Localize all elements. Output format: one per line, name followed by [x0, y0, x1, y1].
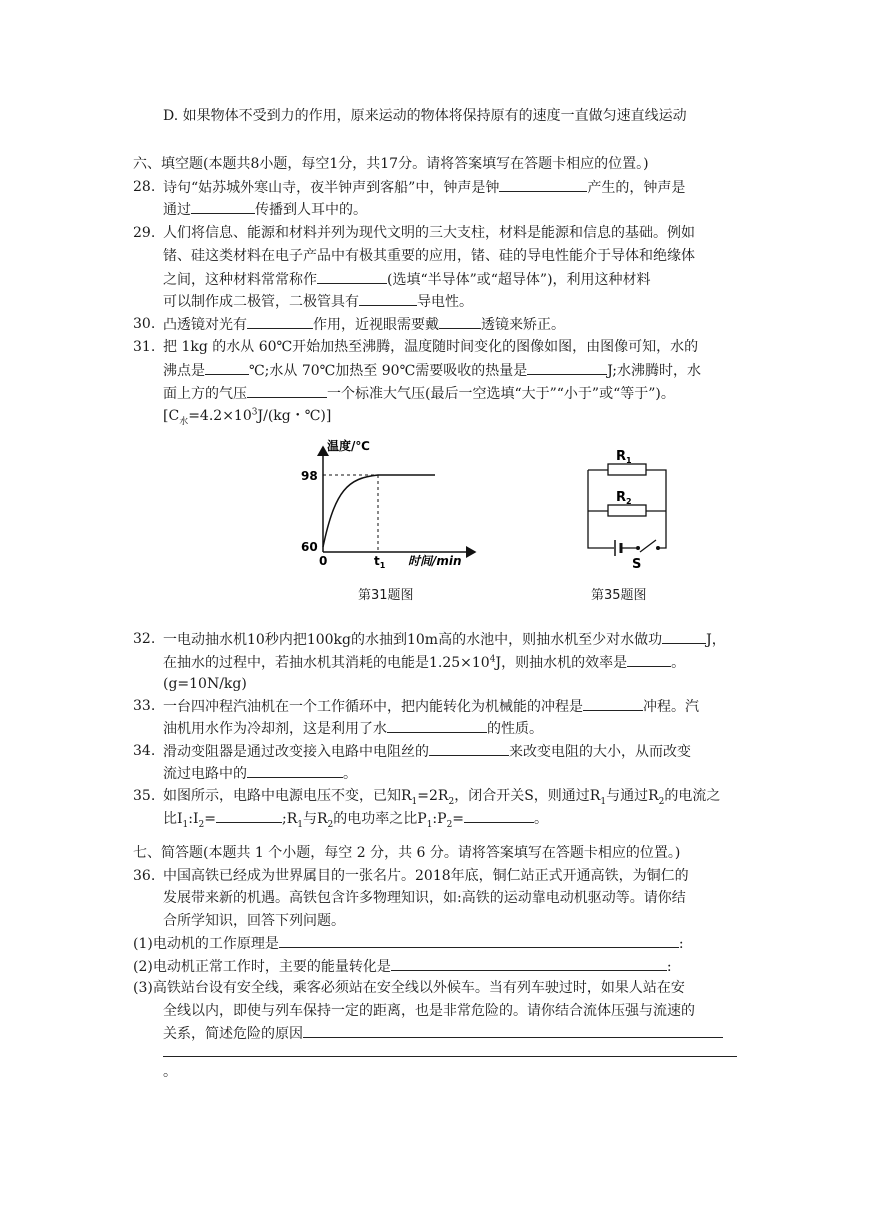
q32-line-2: [163, 652, 685, 673]
q29-line-3: [163, 269, 651, 290]
q33-text-b: 冲程。汽: [643, 699, 699, 715]
tick-98: 98: [301, 469, 318, 483]
q36-part-1: [133, 933, 684, 954]
q35-sub-1: 1: [411, 796, 418, 807]
figure-35-caption: 第35题图: [591, 588, 647, 603]
q29-text-a: 之间，这种材料常常称作: [163, 272, 317, 288]
q36-answer-line[interactable]: [163, 1056, 737, 1057]
q35-sub-2: 2: [448, 796, 455, 807]
q30-text-a: 凸透镜对光有: [163, 317, 247, 333]
q33-text-c: 油机用水作为冷却剂，这是利用了水: [163, 721, 387, 737]
q35-text-f: 比I: [163, 811, 183, 827]
q30-line-1: [163, 314, 565, 335]
q36-part-2: [133, 956, 672, 977]
q31-line-2: [163, 360, 701, 381]
q35-line-2: [163, 808, 548, 829]
q29-line-2: 锗、硅这类材料在电子产品中有极其重要的应用，锗、硅的导电性能介于导体和绝缘体: [163, 248, 695, 264]
q30-blank-1[interactable]: [247, 314, 313, 329]
q32-line-3: (g=10N/kg): [163, 676, 247, 692]
q29-text-d: 导电性。: [417, 294, 473, 310]
q36-p3-text: 关系，简述危险的原因: [163, 1026, 303, 1042]
figure-31-caption: 第31题图: [358, 588, 414, 603]
q32-text-e: 。: [671, 655, 686, 671]
q30-number: 30.: [133, 316, 156, 332]
q33-text-d: 的性质。: [487, 721, 543, 737]
q34-text-d: 。: [343, 766, 357, 782]
q35-text-c: ，闭合开关S，则通过R: [454, 788, 601, 804]
q31-line-4: [163, 406, 331, 426]
q31-text-e: 一个标准大气压(最后一空选填“大于”“小于”或“等于”)。: [327, 386, 675, 402]
q31-text-b: ℃;水从 70℃加热至 90℃需要吸收的热量是: [249, 363, 528, 379]
q35-text-m: =: [452, 811, 465, 827]
resistor-r2: [608, 505, 646, 516]
resistor-r1: [608, 464, 646, 475]
q28-number: 28.: [133, 179, 156, 195]
q36-p1-colon: :: [678, 936, 684, 952]
label-switch: S: [632, 557, 642, 572]
q34-text-a: 滑动变阻器是通过改变接入电路中电阻丝的: [163, 744, 429, 760]
q33-text-a: 一台四冲程汽油机在一个工作循环中，把内能转化为机械能的冲程是: [163, 699, 583, 715]
x-axis-label: 时间/min: [408, 554, 462, 568]
q36-blank-3[interactable]: [303, 1023, 723, 1038]
q32-text-c: 在抽水的过程中，若抽水机其消耗的电能是1.25×10: [163, 655, 490, 671]
q32-number: 32.: [133, 631, 156, 647]
q35-sub-10: 2: [446, 819, 453, 830]
q35-sub-4: 2: [658, 796, 665, 807]
q33-line-1: [163, 696, 699, 717]
q36-p2-text: (2)电动机正常工作时，主要的能量转化是: [133, 959, 391, 975]
q36-number: 36.: [133, 868, 156, 884]
q31-sup-3: 3: [251, 407, 258, 418]
q28-text-a: 诗句“姑苏城外寒山寺，夜半钟声到客船”中，钟声是钟: [163, 180, 500, 196]
q31-blank-2[interactable]: [527, 360, 607, 375]
heating-curve: [323, 475, 435, 547]
q34-text-b: 来改变电阻的大小，从而改变: [509, 744, 691, 760]
tick-t1: $t_1$: [374, 554, 386, 570]
figure-35-circuit: [570, 440, 680, 575]
q32-sup-4: 4: [489, 654, 496, 665]
q36-p2-colon: :: [666, 959, 672, 975]
option-d: D. 如果物体不受到力的作用，原来运动的物体将保持原有的速度一直做匀速直线运动: [163, 108, 687, 124]
q31-text-c: J;水沸腾时，水: [607, 363, 701, 379]
q29-blank-2[interactable]: [359, 291, 417, 306]
q36-part-3-line-3: [163, 1023, 723, 1044]
q35-text-d: 与通过R: [606, 788, 659, 804]
q28-blank-1[interactable]: [499, 177, 587, 192]
q31-text-a: 沸点是: [163, 363, 205, 379]
q32-blank-1[interactable]: [662, 629, 706, 644]
q34-text-c: 流过电路中的: [163, 766, 247, 782]
q32-line-1: [163, 629, 726, 650]
q35-text-n: 。: [534, 811, 549, 827]
q30-text-b: 作用，近视眼需要戴: [313, 317, 439, 333]
q29-number: 29.: [133, 225, 156, 241]
q36-p1-text: (1)电动机的工作原理是: [133, 936, 279, 952]
q31-text-d: 面上方的气压: [163, 386, 247, 402]
q35-text-a: 如图所示，电路中电源电压不变，已知R: [163, 788, 412, 804]
q32-text-a: 一电动抽水机10秒内把100kg的水抽到10m高的水池中，则抽水机至少对水做功: [163, 632, 663, 648]
q33-blank-2[interactable]: [387, 718, 487, 733]
q32-text-d: J，则抽水机的效率是: [495, 655, 628, 671]
q31-blank-3[interactable]: [247, 383, 327, 398]
q36-blank-1[interactable]: [279, 933, 679, 948]
q28-blank-2[interactable]: [191, 199, 255, 214]
q28-line-1: [163, 177, 685, 198]
q31-sub-water: 水: [179, 416, 189, 427]
q35-text-h: =: [204, 811, 216, 827]
q33-number: 33.: [133, 698, 156, 714]
q35-text-g: :I: [188, 811, 199, 827]
q32-text-b: J，: [706, 632, 726, 648]
q33-blank-1[interactable]: [583, 696, 643, 711]
tick-origin: 0: [319, 554, 328, 568]
q28-line-2: [163, 199, 367, 220]
q31-line-3: [163, 383, 675, 404]
q35-blank-1[interactable]: [216, 808, 282, 823]
q29-blank-1[interactable]: [317, 269, 387, 284]
q35-sub-7: 1: [297, 819, 303, 830]
label-r1: $R_1$: [616, 449, 632, 465]
q31-blank-1[interactable]: [205, 360, 249, 375]
q31-line-1: 把 1kg 的水从 60℃开始加热至沸腾，温度随时间变化的图像如图，由图像可知，水的: [163, 339, 699, 355]
q36-part-3-line-1: (3)高铁站台设有安全线，乘客必须站在安全线以外候车。当有列车驶过时，如果人站在安: [133, 980, 685, 996]
q35-sub-9: 1: [426, 819, 433, 830]
q34-line-2: [163, 763, 357, 784]
q29-text-b: (选填“半导体”或“超导体”)，利用这种材料: [387, 272, 651, 288]
q29-line-1: 人们将信息、能源和材料并列为现代文明的三大支柱，材料是能源和信息的基础。例如: [163, 225, 695, 241]
q36-blank-2[interactable]: [391, 956, 667, 971]
q35-sub-5: 1: [182, 819, 189, 830]
q34-line-1: [163, 741, 691, 762]
section-6-heading: 六、填空题(本题共8小题，每空1分，共17分。请将答案填写在答题卡相应的位置。): [133, 156, 649, 172]
q35-sub-8: 2: [327, 819, 334, 830]
q31-number: 31.: [133, 339, 156, 355]
q32-blank-2[interactable]: [627, 652, 671, 667]
switch-pivot: [636, 546, 640, 550]
q35-sub-3: 1: [600, 796, 607, 807]
section-7-heading: 七、简答题(本题共 1 个小题，每空 2 分，共 6 分。请将答案填写在答题卡相应的位置。): [133, 845, 681, 861]
switch-contact: [656, 546, 660, 550]
q36-end-mark: 。: [163, 1064, 177, 1080]
q35-text-b: =2R: [417, 788, 449, 804]
q36-line-2: 发展带来新的机遇。高铁包含许多物理知识，如:高铁的运动靠电动机驱动等。请你结: [163, 890, 686, 906]
q31-text-g: =4.2×10: [188, 408, 252, 424]
q36-part-3-line-2: 全线以内，即使与列车保持一定的距离，也是非常危险的。请你结合流体压强与流速的: [163, 1003, 695, 1019]
q36-line-3: 合所学知识，回答下列问题。: [163, 913, 345, 929]
q36-line-1: 中国高铁已经成为世界属目的一张名片。2018年底，铜仁站正式开通高铁，为铜仁的: [163, 868, 689, 884]
q29-line-4: [163, 291, 473, 312]
q30-text-c: 透镜来矫正。: [481, 317, 565, 333]
q28-text-c: 通过: [163, 202, 191, 218]
label-r2: $R_2$: [616, 490, 632, 506]
q35-text-k: 的电功率之比P: [333, 811, 427, 827]
q31-text-f: [C: [163, 408, 180, 424]
q34-blank-1[interactable]: [429, 741, 509, 756]
q35-blank-2[interactable]: [464, 808, 534, 823]
q28-text-d: 传播到人耳中的。: [255, 202, 367, 218]
figure-31-graph: [290, 435, 480, 575]
q31-text-h: J/(kg・℃)]: [257, 408, 332, 424]
q34-number: 34.: [133, 743, 156, 759]
q35-line-1: [163, 786, 720, 806]
q29-text-c: 可以制作成二极管，二极管具有: [163, 294, 359, 310]
q35-text-l: :P: [432, 811, 447, 827]
q35-sub-6: 2: [198, 819, 205, 830]
q34-blank-2[interactable]: [247, 763, 343, 778]
tick-60: 60: [301, 540, 318, 554]
q35-text-j: 与R: [302, 811, 328, 827]
q35-number: 35.: [133, 788, 156, 804]
q33-line-2: [163, 718, 543, 739]
q28-text-b: 产生的，钟声是: [587, 180, 686, 196]
q35-text-e: 的电流之: [664, 788, 721, 804]
q30-blank-2[interactable]: [439, 314, 481, 329]
y-axis-label: 温度/℃: [327, 439, 370, 453]
q35-text-i: ;R: [281, 811, 298, 827]
